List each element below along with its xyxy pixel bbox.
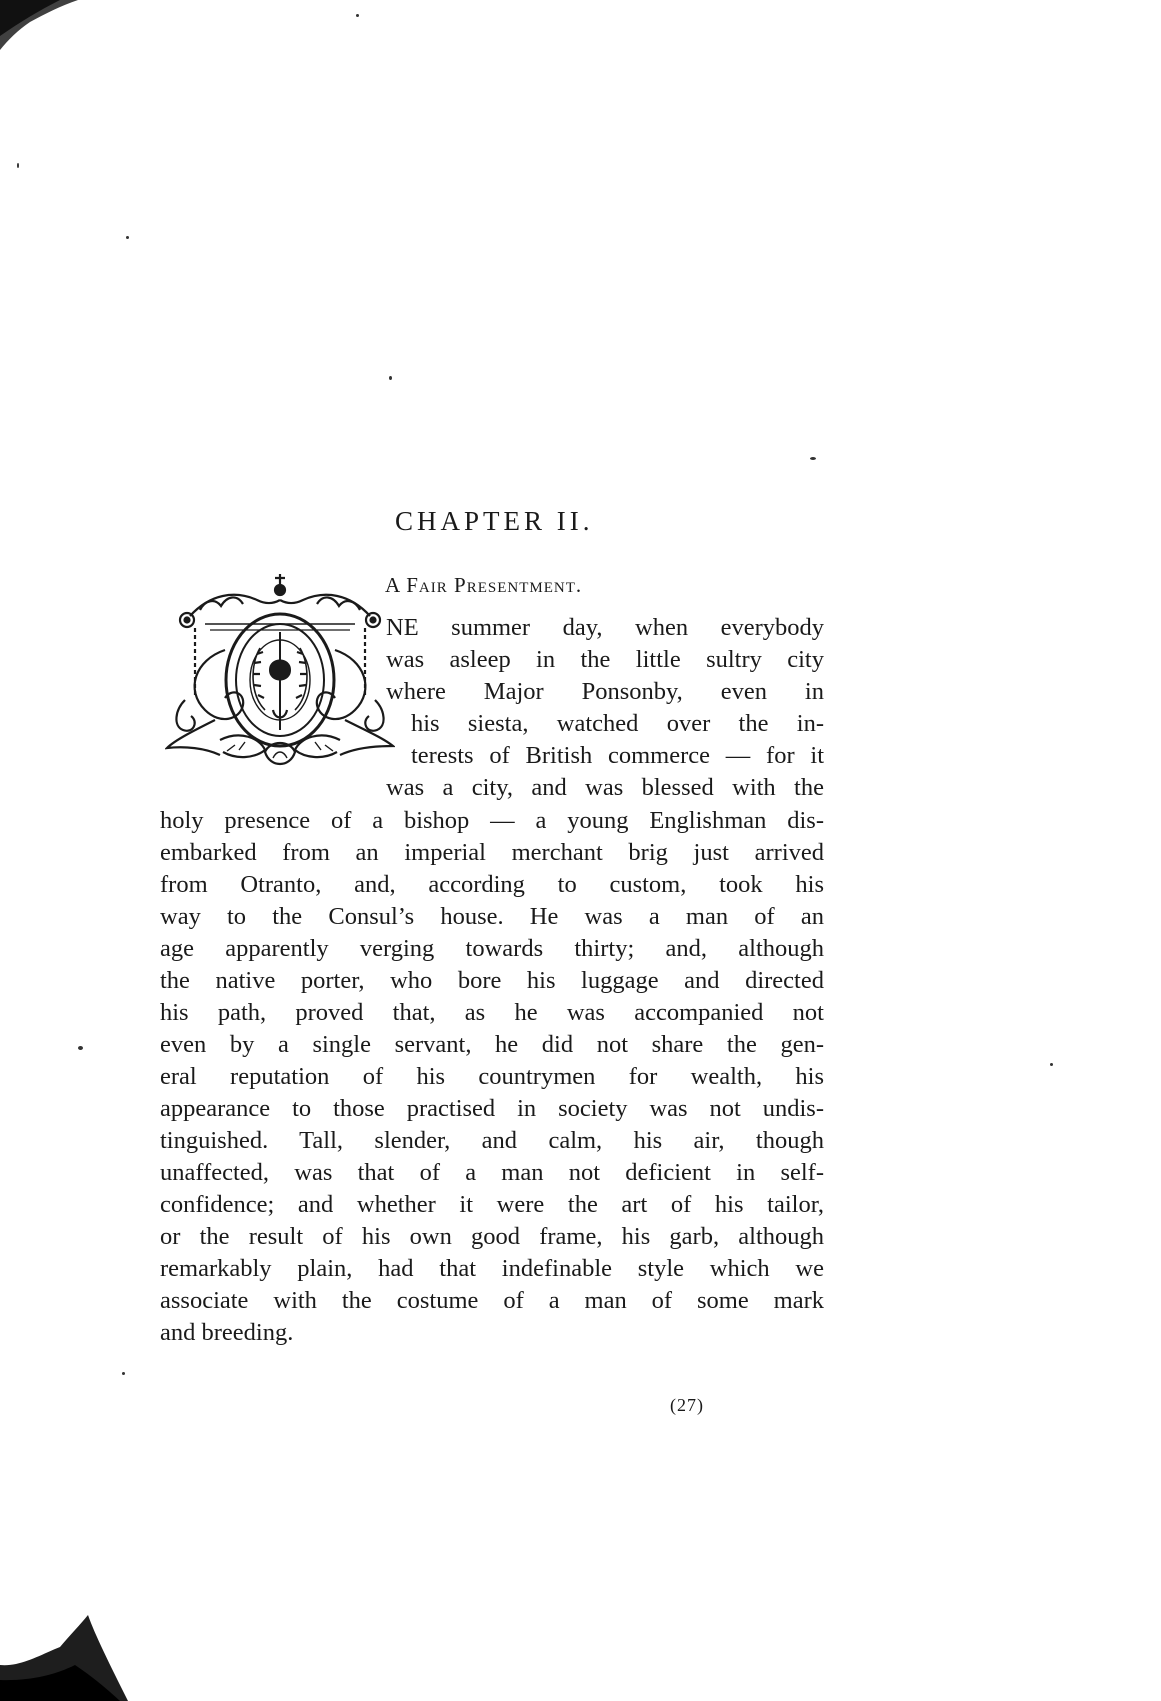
speck bbox=[122, 1372, 125, 1375]
speck bbox=[78, 1046, 83, 1050]
speck bbox=[17, 163, 19, 168]
speck bbox=[810, 457, 816, 460]
text-line: way to the Consul’s house. He was a man of an bbox=[160, 903, 824, 930]
text-line: the native porter, who bore his luggage and directed bbox=[160, 967, 824, 994]
speck bbox=[1050, 1063, 1053, 1066]
text-line: was a city, and was blessed with the bbox=[386, 774, 824, 801]
speck bbox=[389, 376, 392, 380]
page-number: (27) bbox=[670, 1395, 704, 1415]
scan-smudge-top-left bbox=[0, 0, 80, 52]
speck bbox=[126, 236, 129, 239]
text-line: was asleep in the little sultry city bbox=[386, 646, 824, 673]
text-line: terests of British commerce — for it bbox=[411, 742, 824, 769]
text-line: associate with the costume of a man of some mark bbox=[160, 1287, 824, 1314]
speck bbox=[356, 14, 359, 17]
text-line: embarked from an imperial merchant brig just arrived bbox=[160, 839, 824, 866]
text-line: or the result of his own good frame, his garb, although bbox=[160, 1223, 824, 1250]
text-line: remarkably plain, had that indefinable style which we bbox=[160, 1255, 824, 1282]
chapter-title: CHAPTER II. bbox=[395, 506, 594, 536]
text-line: unaffected, was that of a man not deficient in self- bbox=[160, 1159, 824, 1186]
text-line: even by a single servant, he did not share the gen- bbox=[160, 1031, 824, 1058]
text-line: his path, proved that, as he was accompanied not bbox=[160, 999, 824, 1026]
text-line: and breeding. bbox=[160, 1319, 294, 1346]
text-line: age apparently verging towards thirty; and, although bbox=[160, 935, 824, 962]
text-line: NE summer day, when everybody bbox=[386, 614, 824, 641]
text-line: confidence; and whether it were the art of his tailor, bbox=[160, 1191, 824, 1218]
text-line: holy presence of a bishop — a young Englishman dis- bbox=[160, 807, 824, 834]
text-line: tinguished. Tall, slender, and calm, his air, though bbox=[160, 1127, 824, 1154]
text-line: eral reputation of his countrymen for wealth, his bbox=[160, 1063, 824, 1090]
scan-smudge-bottom-left bbox=[0, 1595, 130, 1701]
text-line: where Major Ponsonby, even in bbox=[386, 678, 824, 705]
text-line: from Otranto, and, according to custom, took his bbox=[160, 871, 824, 898]
chapter-subtitle: A Fair Presentment. bbox=[385, 573, 583, 597]
text-line: appearance to those practised in society was not undis- bbox=[160, 1095, 824, 1122]
ornamental-drop-cap-o bbox=[165, 570, 395, 780]
text-line: his siesta, watched over the in- bbox=[411, 710, 824, 737]
